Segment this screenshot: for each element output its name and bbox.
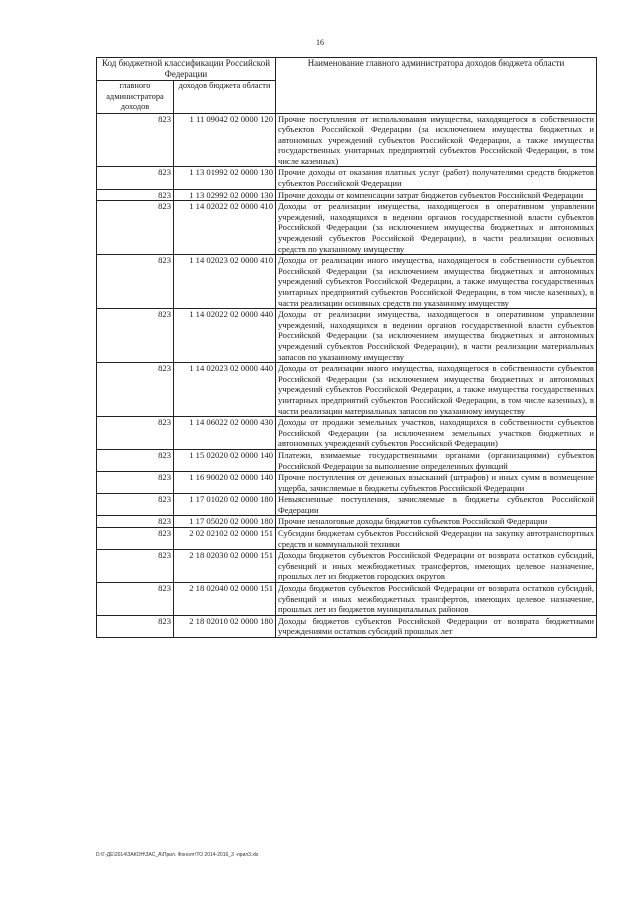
header-name-column: Наименование главного администратора доходов бюджета области	[276, 58, 597, 114]
admin-code-cell: 823	[97, 528, 174, 550]
income-code-cell: 1 14 02023 02 0000 410	[174, 255, 276, 309]
admin-code-cell: 823	[97, 189, 174, 201]
income-name-cell: Прочие поступления от использования имущества, находящегося в собственности субъектов Российской Федерации (за исключением имущества бюджетных и автономных учреждений субъектов Российской Федерации, а также имущества государственных унитарных предприятий субъектов Российской Федерации, в том числе казенных)	[276, 113, 597, 167]
table-row	[97, 494, 597, 516]
income-name-cell: Прочие доходы от оказания платных услуг (работ) получателями средств бюджетов субъектов Российской Федерации	[276, 167, 597, 189]
table-header-row	[97, 58, 597, 81]
income-code-cell: 1 15 02020 02 0000 140	[174, 449, 276, 471]
income-name-cell: Невыясненные поступления, зачисляемые в бюджеты субъектов Российской Федерации	[276, 494, 597, 516]
income-name-cell: Доходы бюджетов субъектов Российской Федерации от возврата бюджетными учреждениями остатков субсидий прошлых лет	[276, 615, 597, 637]
admin-code-cell: 823	[97, 550, 174, 583]
income-code-cell: 1 14 02022 02 0000 410	[174, 201, 276, 255]
header-admin-column: главного администратора доходов	[97, 81, 174, 114]
income-name-cell: Доходы бюджетов субъектов Российской Федерации от возврата остатков субсидий, субвенций и иных межбюджетных трансфертов, имеющих целевое назначение, прошлых лет из бюджетов муниципальных районов	[276, 583, 597, 616]
income-name-cell: Доходы от реализации иного имущества, находящегося в собственности субъектов Российской Федерации (за исключением имущества бюджетных и автономных учреждений субъектов Российской Федерации, а также имущества государственных унитарных предприятий субъектов Российской Федерации, в том числе казенных), в части реализации основных средств по указанному имуществу	[276, 255, 597, 309]
admin-code-cell: 823	[97, 167, 174, 189]
income-code-cell: 2 18 02040 02 0000 151	[174, 583, 276, 616]
income-code-cell: 1 16 90020 02 0000 140	[174, 472, 276, 494]
income-code-cell: 2 02 02102 02 0000 151	[174, 528, 276, 550]
budget-classification-table	[96, 57, 597, 638]
table-row	[97, 516, 597, 528]
table-row	[97, 528, 597, 550]
income-code-cell: 1 17 01020 02 0000 180	[174, 494, 276, 516]
header-income-column: доходов бюджета области	[174, 81, 276, 114]
admin-code-cell: 823	[97, 201, 174, 255]
income-code-cell: 1 17 05020 02 0000 180	[174, 516, 276, 528]
table-row	[97, 201, 597, 255]
income-name-cell: Платежи, взимаемые государственными органами (организациями) субъектов Российской Федерации за выполнение определенных функций	[276, 449, 597, 471]
admin-code-cell: 823	[97, 583, 174, 616]
admin-code-cell: 823	[97, 449, 174, 471]
admin-code-cell: 823	[97, 113, 174, 167]
table-row	[97, 167, 597, 189]
table-row	[97, 255, 597, 309]
income-code-cell: 1 13 01992 02 0000 130	[174, 167, 276, 189]
income-code-cell: 2 18 02010 02 0000 180	[174, 615, 276, 637]
admin-code-cell: 823	[97, 494, 174, 516]
admin-code-cell: 823	[97, 255, 174, 309]
table-row	[97, 550, 597, 583]
income-name-cell: Доходы от реализации иного имущества, находящегося в собственности субъектов Российской Федерации (за исключением имущества бюджетных и автономных учреждений субъектов Российской Федерации, а также имущества государственных унитарных предприятий субъектов Российской Федерации, в том числе казенных), в части реализации материальных запасов по указанному имуществу	[276, 363, 597, 417]
income-name-cell: Доходы от реализации имущества, находящегося в оперативном управлении учреждений, находящихся в ведении органов государственной власти субъектов Российской Федерации (за исключением имущества бюджетных и автономных учреждений субъектов Российской Федерации), в части реализации материальных запасов по указанному имуществу	[276, 309, 597, 363]
income-code-cell: 1 14 02022 02 0000 440	[174, 309, 276, 363]
table-row	[97, 583, 597, 616]
admin-code-cell: 823	[97, 472, 174, 494]
table-row	[97, 472, 597, 494]
table-row	[97, 309, 597, 363]
income-name-cell: Прочие доходы от компенсации затрат бюджетов субъектов Российской Федерации	[276, 189, 597, 201]
page-number: 16	[316, 38, 324, 47]
income-code-cell: 2 18 02030 02 0000 151	[174, 550, 276, 583]
income-name-cell: Субсидии бюджетам субъектов Российской Федерации на закупку автотранспортных средств и коммунальной техники	[276, 528, 597, 550]
income-name-cell: Доходы от реализации имущества, находящегося в оперативном управлении учреждений, находящихся в ведении органов государственной власти субъектов Российской Федерации (за исключением имущества бюджетных и автономных учреждений субъектов Российской Федерации), в части реализации основных средств по указанному имуществу	[276, 201, 597, 255]
income-name-cell: Прочие неналоговые доходы бюджетов субъектов Российской Федерации	[276, 516, 597, 528]
admin-code-cell: 823	[97, 309, 174, 363]
income-name-cell: Прочие поступления от денежных взысканий (штрафов) и иных сумм в возмещение ущерба, зачисляемые в бюджеты субъектов Российской Федерации	[276, 472, 597, 494]
income-code-cell: 1 13 02992 02 0000 130	[174, 189, 276, 201]
table-row	[97, 189, 597, 201]
footer-file-path: D:\Г-ДЕ\2014\ЗАКОН\ЗАС_А\Прил. Фонолт\ТО 2014-2016_3 -прил3.xls	[96, 852, 259, 858]
table-row	[97, 363, 597, 417]
table-row	[97, 449, 597, 471]
admin-code-cell: 823	[97, 516, 174, 528]
table-row	[97, 417, 597, 450]
admin-code-cell: 823	[97, 363, 174, 417]
income-code-cell: 1 14 06022 02 0000 430	[174, 417, 276, 450]
admin-code-cell: 823	[97, 615, 174, 637]
income-code-cell: 1 14 02023 02 0000 440	[174, 363, 276, 417]
table-row	[97, 615, 597, 637]
income-name-cell: Доходы бюджетов субъектов Российской Федерации от возврата остатков субсидий, субвенций и иных межбюджетных трансфертов, имеющих целевое назначение, прошлых лет из бюджетов городских округов	[276, 550, 597, 583]
table-row	[97, 113, 597, 167]
income-name-cell: Доходы от продажи земельных участков, находящихся в собственности субъектов Российской Федерации (за исключением земельных участков бюджетных и автономных учреждений субъектов Российской Федерации)	[276, 417, 597, 450]
admin-code-cell: 823	[97, 417, 174, 450]
header-code-group: Код бюджетной классификации Российской Федерации	[97, 58, 276, 81]
income-code-cell: 1 11 09042 02 0000 120	[174, 113, 276, 167]
